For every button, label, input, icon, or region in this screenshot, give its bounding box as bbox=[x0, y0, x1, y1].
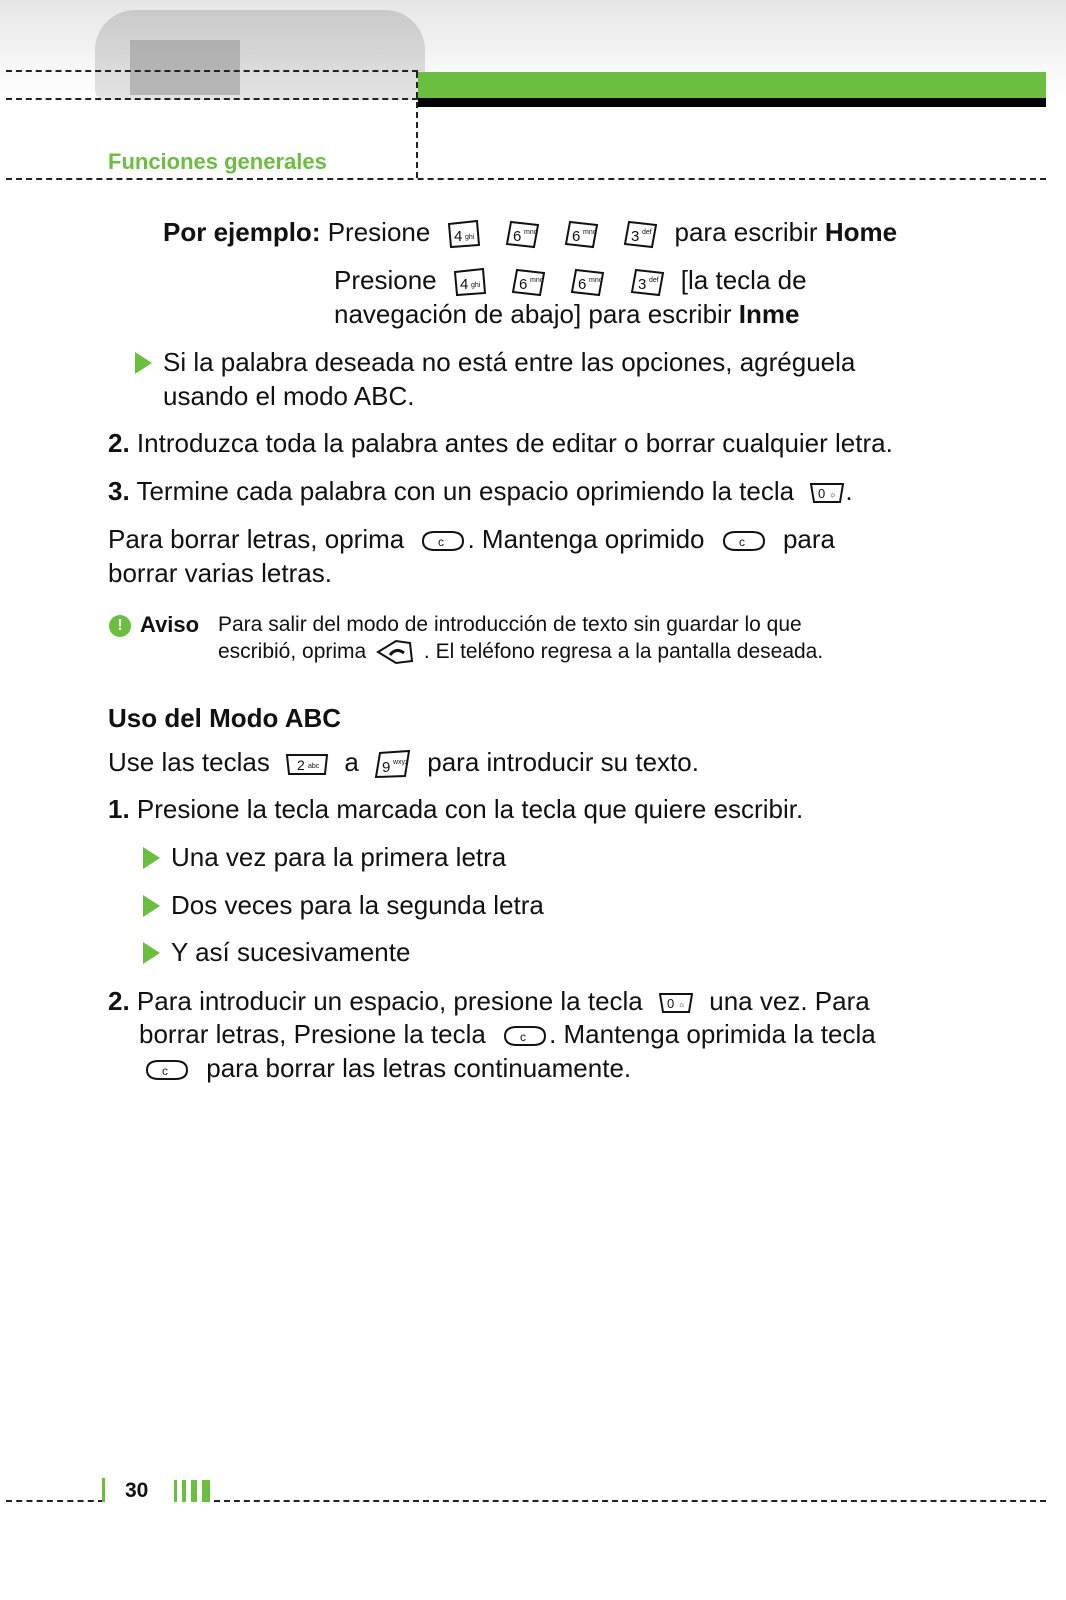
header-black-bar bbox=[418, 98, 1046, 107]
step-number: 2. bbox=[108, 986, 130, 1016]
step-text: . Mantenga oprimida la tecla bbox=[549, 1019, 876, 1049]
svg-text:3: 3 bbox=[631, 228, 640, 246]
svg-text:def: def bbox=[642, 229, 653, 237]
clear-key-icon bbox=[720, 529, 768, 553]
clear-key-icon bbox=[143, 1058, 191, 1082]
svg-text:c: c bbox=[162, 1064, 168, 1079]
svg-text:mno: mno bbox=[583, 229, 597, 237]
key-3-icon bbox=[623, 219, 659, 249]
example-line1-post: para escribir bbox=[674, 217, 818, 247]
step-text: Presione la tecla marcada con la tecla que quiere escribir. bbox=[136, 794, 804, 824]
svg-text:4: 4 bbox=[453, 228, 462, 246]
key-4-icon bbox=[452, 267, 488, 297]
example-line3-pre: navegación de abajo] para escribir bbox=[334, 299, 732, 329]
notice-line-2 bbox=[218, 638, 823, 666]
step-text-end: . bbox=[845, 476, 853, 506]
svg-text:6: 6 bbox=[512, 228, 522, 246]
svg-text:abc: abc bbox=[308, 763, 320, 771]
bullet-arrow-icon bbox=[143, 895, 160, 917]
abc-step-2-line-2 bbox=[139, 1017, 876, 1051]
step-number: 2. bbox=[108, 428, 130, 458]
svg-text:9: 9 bbox=[382, 759, 391, 777]
example-word-inme: Inme bbox=[738, 299, 800, 329]
step-text: Para introducir un espacio, presione la tecla bbox=[136, 986, 643, 1016]
key-2-icon bbox=[285, 751, 329, 777]
svg-text:ghi: ghi bbox=[470, 282, 481, 290]
bullet-arrow-icon bbox=[135, 352, 152, 374]
step-number: 3. bbox=[108, 476, 130, 506]
notice-icon: ! bbox=[109, 615, 131, 637]
step-3 bbox=[108, 474, 853, 508]
abc-intro-mid: a bbox=[344, 747, 359, 777]
key-6-icon bbox=[564, 219, 600, 249]
step-text: para borrar las letras continuamente. bbox=[206, 1053, 632, 1083]
svg-text:mno: mno bbox=[530, 277, 544, 285]
phone-image-screen bbox=[130, 40, 240, 95]
key-6-icon bbox=[505, 219, 541, 249]
page-number: 30 bbox=[125, 1479, 149, 1502]
svg-text:2: 2 bbox=[297, 757, 305, 774]
svg-text:0: 0 bbox=[818, 486, 826, 502]
end-call-key-icon bbox=[376, 639, 414, 665]
key-9-icon bbox=[374, 749, 412, 779]
clear-key-icon bbox=[419, 529, 467, 553]
abc-step-1 bbox=[108, 792, 803, 826]
svg-text:c: c bbox=[520, 1030, 527, 1045]
header-dash-line-2 bbox=[6, 98, 418, 100]
key-4-icon bbox=[446, 219, 482, 249]
step-number: 1. bbox=[108, 794, 130, 824]
delete-para-line-1 bbox=[108, 522, 835, 556]
notice-line2-post: . El teléfono regresa a la pantalla deseada. bbox=[423, 640, 824, 663]
svg-text:6: 6 bbox=[578, 276, 587, 294]
footer-green-tick bbox=[102, 1478, 105, 1502]
svg-text:6: 6 bbox=[519, 276, 528, 294]
example-line1-pre: Presione bbox=[327, 217, 431, 247]
example-word-home: Home bbox=[824, 217, 898, 247]
abc-sub-item: Y así sucesivamente bbox=[171, 937, 411, 967]
step-text: una vez. Para bbox=[709, 986, 870, 1016]
abc-sub-item: Una vez para la primera letra bbox=[171, 842, 507, 872]
abc-intro bbox=[108, 745, 699, 779]
svg-text:6: 6 bbox=[572, 228, 581, 246]
svg-text:def: def bbox=[648, 277, 659, 285]
step-2 bbox=[108, 426, 893, 460]
footer-bars-icon bbox=[174, 1480, 214, 1502]
abc-step-2-line-1 bbox=[108, 984, 870, 1018]
example-line-1 bbox=[163, 215, 897, 249]
delete-para-pre: Para borrar letras, oprima bbox=[108, 524, 405, 554]
key-0-space-icon bbox=[809, 480, 845, 506]
svg-text:c: c bbox=[438, 535, 445, 550]
bullet-note-line-2: usando el modo ABC. bbox=[163, 381, 415, 411]
notice-line-1: Para salir del modo de introducción de texto sin guardar lo que bbox=[218, 613, 802, 636]
delete-para-mid: . Mantenga oprimido bbox=[467, 524, 705, 554]
abc-section-heading: Uso del Modo ABC bbox=[108, 703, 342, 733]
key-6-icon bbox=[511, 267, 547, 297]
svg-text:ghi: ghi bbox=[464, 234, 474, 242]
header-bottom-dash-line bbox=[6, 178, 1046, 180]
header-green-bar bbox=[418, 72, 1046, 98]
clear-key-icon bbox=[501, 1024, 549, 1048]
svg-text:wxyz: wxyz bbox=[393, 759, 409, 767]
notice-line2-pre: escribió, oprima bbox=[218, 640, 367, 663]
abc-step-2-line-3 bbox=[139, 1051, 631, 1085]
step-text: Introduzca toda la palabra antes de editar o borrar cualquier letra. bbox=[136, 428, 893, 458]
bullet-arrow-icon bbox=[143, 847, 160, 869]
abc-intro-post: para introducir su texto. bbox=[427, 747, 699, 777]
step-text: borrar letras, Presione la tecla bbox=[139, 1019, 486, 1049]
svg-text:☼: ☼ bbox=[829, 490, 837, 500]
key-6-icon bbox=[570, 267, 606, 297]
notice-label: Aviso bbox=[140, 612, 200, 637]
delete-para-post: para bbox=[782, 524, 836, 554]
example-line-2 bbox=[334, 263, 807, 297]
header-dash-line-1 bbox=[6, 70, 418, 72]
svg-text:c: c bbox=[738, 535, 745, 550]
step-text: Termine cada palabra con un espacio oprimiendo la tecla bbox=[136, 476, 795, 506]
svg-text:3: 3 bbox=[637, 276, 646, 294]
abc-intro-pre: Use las teclas bbox=[108, 747, 270, 777]
bullet-note-line-1: Si la palabra deseada no está entre las opciones, agréguela bbox=[163, 347, 856, 377]
footer-dash-left bbox=[6, 1500, 104, 1502]
svg-text:mno: mno bbox=[523, 229, 538, 237]
delete-para-line-2: borrar varias letras. bbox=[108, 558, 332, 588]
abc-sub-item: Dos veces para la segunda letra bbox=[171, 890, 544, 920]
key-3-icon bbox=[630, 267, 666, 297]
svg-text:mno: mno bbox=[589, 277, 603, 285]
svg-text:0: 0 bbox=[667, 996, 675, 1012]
example-line-3 bbox=[334, 297, 799, 331]
key-0-space-icon bbox=[658, 990, 694, 1016]
example-line2-pre: Presione bbox=[334, 265, 437, 295]
svg-text:4: 4 bbox=[459, 276, 469, 294]
header-divider bbox=[416, 72, 418, 178]
section-title: Funciones generales bbox=[108, 149, 327, 174]
example-line2-post: [la tecla de bbox=[680, 265, 807, 295]
bullet-arrow-icon bbox=[143, 942, 160, 964]
svg-text:☼: ☼ bbox=[678, 1000, 686, 1010]
example-label: Por ejemplo: bbox=[163, 217, 321, 247]
footer-dash-right bbox=[214, 1500, 1046, 1502]
